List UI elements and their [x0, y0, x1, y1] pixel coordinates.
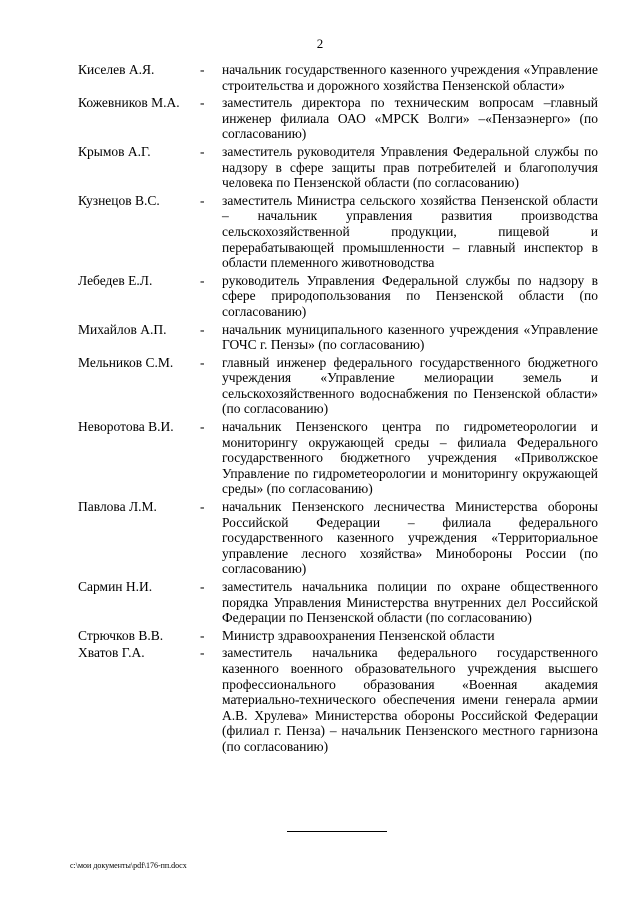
page-number: 2: [316, 36, 324, 51]
member-role: заместитель начальника федерального государственного казенного военного образовательного учреждения высшего профессионального образования «Военная академия материально-технического обеспечения имени генерала армии А.В. Хрулева» Министерства обороны Российской Федерации (филиал г. Пенза) – начальник Пензенского местного гарнизона (по согласованию): [222, 645, 598, 754]
member-role: заместитель руководителя Управления Федеральной службы по надзору в сфере защиты прав потребителей и благополучия человека по Пензенской области (по согласованию): [222, 143, 598, 191]
member-name: Мельников С.М.: [78, 354, 174, 370]
list-item: [78, 144, 598, 191]
member-name: Стрючков В.В.: [78, 627, 164, 643]
dash-separator: -: [200, 419, 205, 435]
member-role: заместитель Министра сельского хозяйства Пензенской области – начальник управления развития производства сельскохозяйственной продукции, пищевой и перерабатывающей промышленности – главный инспектор в области племенного животноводства: [222, 192, 598, 271]
member-role: начальник муниципального казенного учреждения «Управление ГОЧС г. Пензы» (по согласованию): [222, 321, 598, 353]
member-name: Михайлов А.П.: [78, 321, 167, 337]
list-item: [78, 273, 598, 320]
dash-separator: -: [200, 354, 205, 370]
list-item: [78, 355, 598, 417]
list-item: [78, 645, 598, 754]
end-divider: [287, 831, 387, 832]
member-role: главный инженер федерального государственного бюджетного учреждения «Управление мелиорации земель и сельскохозяйственного водоснабжения по Пензенской области» (по согласованию): [222, 354, 598, 417]
dash-separator: -: [200, 272, 205, 288]
member-name: Кожевников М.А.: [78, 95, 180, 111]
list-item: [78, 95, 598, 142]
member-role: Министр здравоохранения Пензенской области: [222, 627, 495, 643]
list-item: [78, 419, 598, 497]
member-name: Хватов Г.А.: [78, 645, 145, 661]
dash-separator: -: [200, 321, 205, 337]
member-name: Киселев А.Я.: [78, 62, 155, 77]
member-name: Сармин Н.И.: [78, 579, 153, 594]
list-item: [78, 193, 598, 271]
member-name: Кузнецов В.С.: [78, 192, 160, 208]
member-role: заместитель начальника полиции по охране общественного порядка Управления Министерства внутренних дел Российской Федерации по Пензенской области (по согласованию): [222, 579, 598, 626]
member-role: начальник Пензенского лесничества Министерства обороны Российской Федерации – филиала федерального государственного казенного учреждения «Территориальное управление лесного хозяйства» Минобороны России (по согласованию): [222, 499, 598, 577]
footer-file-path: c:\мои документы\pdf\176-пп.docx: [70, 861, 187, 870]
member-role: руководитель Управления Федеральной службы по надзору в сфере природопользования по Пензенской области (по согласованию): [222, 272, 598, 319]
dash-separator: -: [200, 95, 205, 111]
dash-separator: -: [200, 627, 205, 643]
member-name: Лебедев Е.Л.: [78, 272, 153, 288]
member-name: Крымов А.Г.: [78, 143, 151, 159]
list-item: [78, 579, 598, 626]
member-name: Павлова Л.М.: [78, 499, 157, 515]
member-role: начальник Пензенского центра по гидрометеорологии и мониторингу окружающей среды – филиала Федерального государственного бюджетного учреждения «Приволжское Управление по гидрометеорологии и мониторингу окружающей среды» (по согласованию): [222, 419, 598, 497]
list-item: [78, 322, 598, 353]
member-name: Неворотова В.И.: [78, 419, 174, 435]
dash-separator: -: [200, 499, 205, 515]
dash-separator: -: [200, 579, 205, 594]
list-item: [78, 499, 598, 577]
list-item: [78, 62, 598, 93]
dash-separator: -: [200, 645, 205, 661]
list-item: [78, 628, 598, 644]
dash-separator: -: [200, 192, 205, 208]
member-role: заместитель директора по техническим вопросам –главный инженер филиала ОАО «МРСК Волги» –«Пензаэнерго» (по согласованию): [222, 95, 598, 142]
dash-separator: -: [200, 143, 205, 159]
member-list: [78, 62, 598, 757]
dash-separator: -: [200, 62, 205, 77]
member-role: начальник государственного казенного учреждения «Управление строительства и дорожного хозяйства Пензенской области»: [222, 62, 598, 93]
